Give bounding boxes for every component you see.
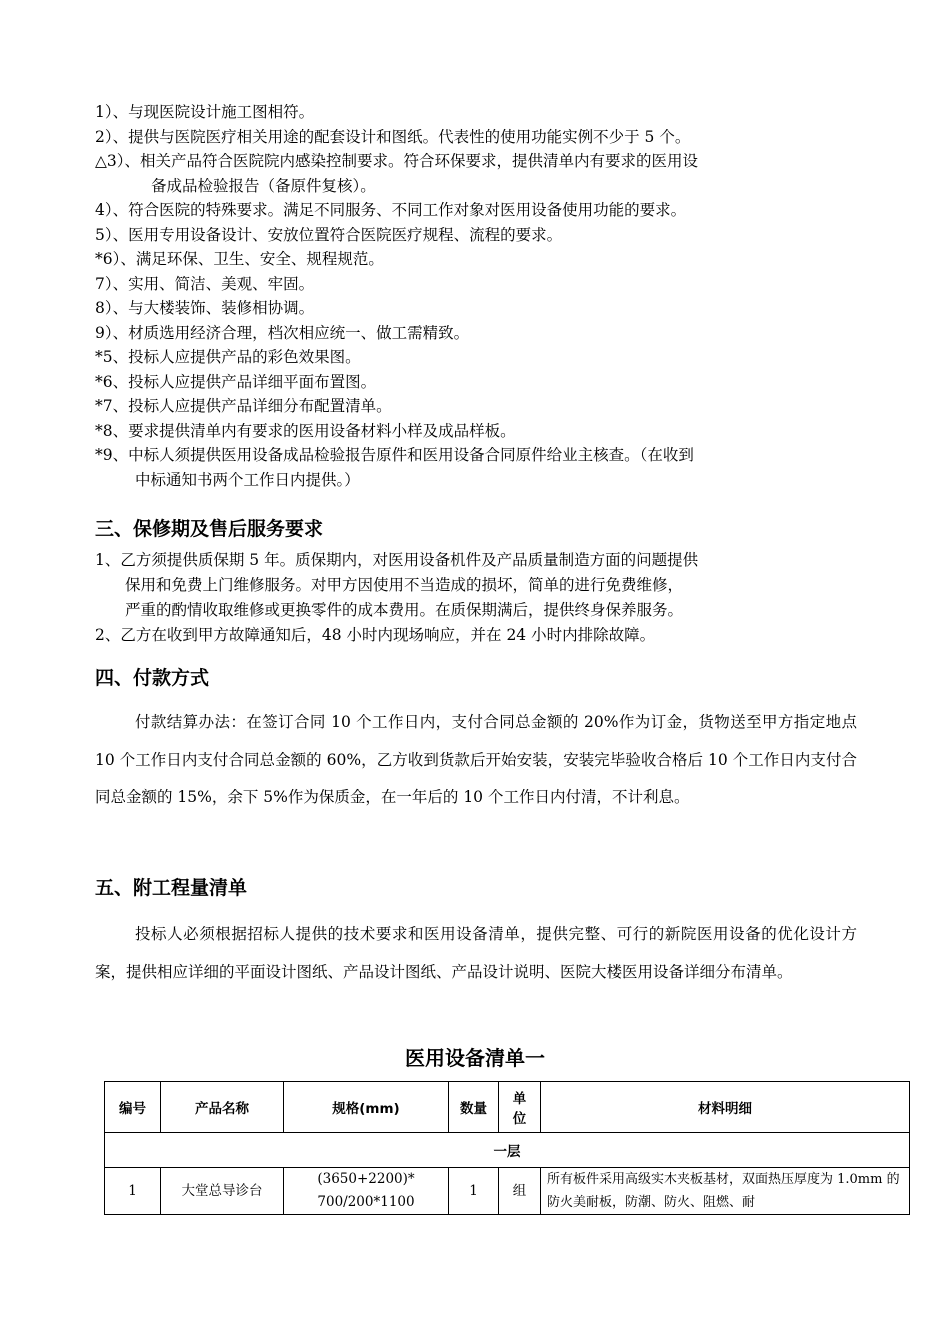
list-item: 8）、与大楼装饰、装修相协调。 [95,299,315,317]
list-item: 9）、材质选用经济合理，档次相应统一、做工需精致。 [95,323,470,342]
section-heading-payment: 四、付款方式 [95,667,210,689]
floor-row [105,1133,910,1168]
list-item: 1）、与现医院设计施工图相符。 [95,103,315,121]
cell-spec: (3650+2200)* 700/200*1100 [284,1168,449,1215]
header-material: 材料明细 [541,1082,910,1133]
table-title: 医用设备清单一 [405,1046,545,1070]
table-header-row [105,1082,910,1133]
warranty-list [95,548,865,648]
header-unit: 单 位 [499,1082,541,1133]
header-no: 编号 [105,1082,161,1133]
floor-label: 一层 [105,1133,910,1168]
list-item: 4）、符合医院的特殊要求。满足不同服务、不同工作对象对医用设备使用功能的要求。 [95,201,687,219]
list-item: 2、乙方在收到甲方故障通知后，48 小时内现场响应，并在 24 小时内排除故障。 [95,626,656,644]
list-item: 5）、医用专用设备设计、安放位置符合医院医疗规程、流程的要求。 [95,225,563,244]
list-item: 1、乙方须提供质保期 5 年。质保期内，对医用设备机件及产品质量制造方面的问题提供 保用和免费上门维修服务。对甲方因使用不当造成的损坏，简单的进行免费维修， 严重的酌情收取维修或更换零件的成本费用。在质保期满后，提供终身保养服务。 [95,551,699,619]
header-spec: 规格(mm) [284,1082,449,1133]
list-item: *9、中标人须提供医用设备成品检验报告原件和医用设备合同原件给业主核查。（在收到 中标通知书两个工作日内提供。） [95,446,694,489]
payment-paragraph: 付款结算办法：在签订合同 10 个工作日内，支付合同总金额的 20%作为订金，货物送至甲方指定地点 10 个工作日内支付合同总金额的 60%，乙方收到货款后开始安装，安装完毕验收合格后 10 个工作日内支付合同总金额的 15%，余下 5%作为保质金，在一年后的 10 个工作日内付清，不计利息。 [95,713,857,806]
header-name: 产品名称 [161,1082,284,1133]
list-item: *8、要求提供清单内有要求的医用设备材料小样及成品样板。 [95,421,516,440]
cell-unit: 组 [499,1168,541,1215]
list-item: *6）、满足环保、卫生、安全、规程规范。 [95,250,384,268]
cell-name: 大堂总导诊台 [161,1168,284,1215]
cell-qty: 1 [449,1168,499,1215]
bill-paragraph: 投标人必须根据招标人提供的技术要求和医用设备清单，提供完整、可行的新院医用设备的优化设计方案，提供相应详细的平面设计图纸、产品设计图纸、产品设计说明、医院大楼医用设备详细分布清单。 [95,925,857,981]
list-item: *5、投标人应提供产品的彩色效果图。 [95,348,361,366]
list-item: *6、投标人应提供产品详细平面布置图。 [95,372,377,391]
cell-no: 1 [105,1168,161,1215]
list-item: *7、投标人应提供产品详细分布配置清单。 [95,397,392,415]
section-heading-warranty: 三、保修期及售后服务要求 [95,518,324,540]
equipment-table [104,1081,910,1215]
material-text: 所有板件采用高级实木夹板基材，双面热压厚度为 1.0mm 的防火美耐板，防潮、防火、阻燃、耐 [547,1172,900,1210]
section-heading-bill: 五、附工程量清单 [95,877,248,899]
requirements-list [95,100,865,492]
list-item: 7）、实用、简洁、美观、牢固。 [95,274,315,293]
table-row [105,1168,910,1215]
list-item: 2）、提供与医院医疗相关用途的配套设计和图纸。代表性的使用功能实例不少于 5 个。 [95,127,691,146]
cell-material [541,1168,910,1215]
list-item: △3）、相关产品符合医院院内感染控制要求。符合环保要求，提供清单内有要求的医用设 备成品检验报告（备原件复核）。 [95,152,699,195]
header-qty: 数量 [449,1082,499,1133]
